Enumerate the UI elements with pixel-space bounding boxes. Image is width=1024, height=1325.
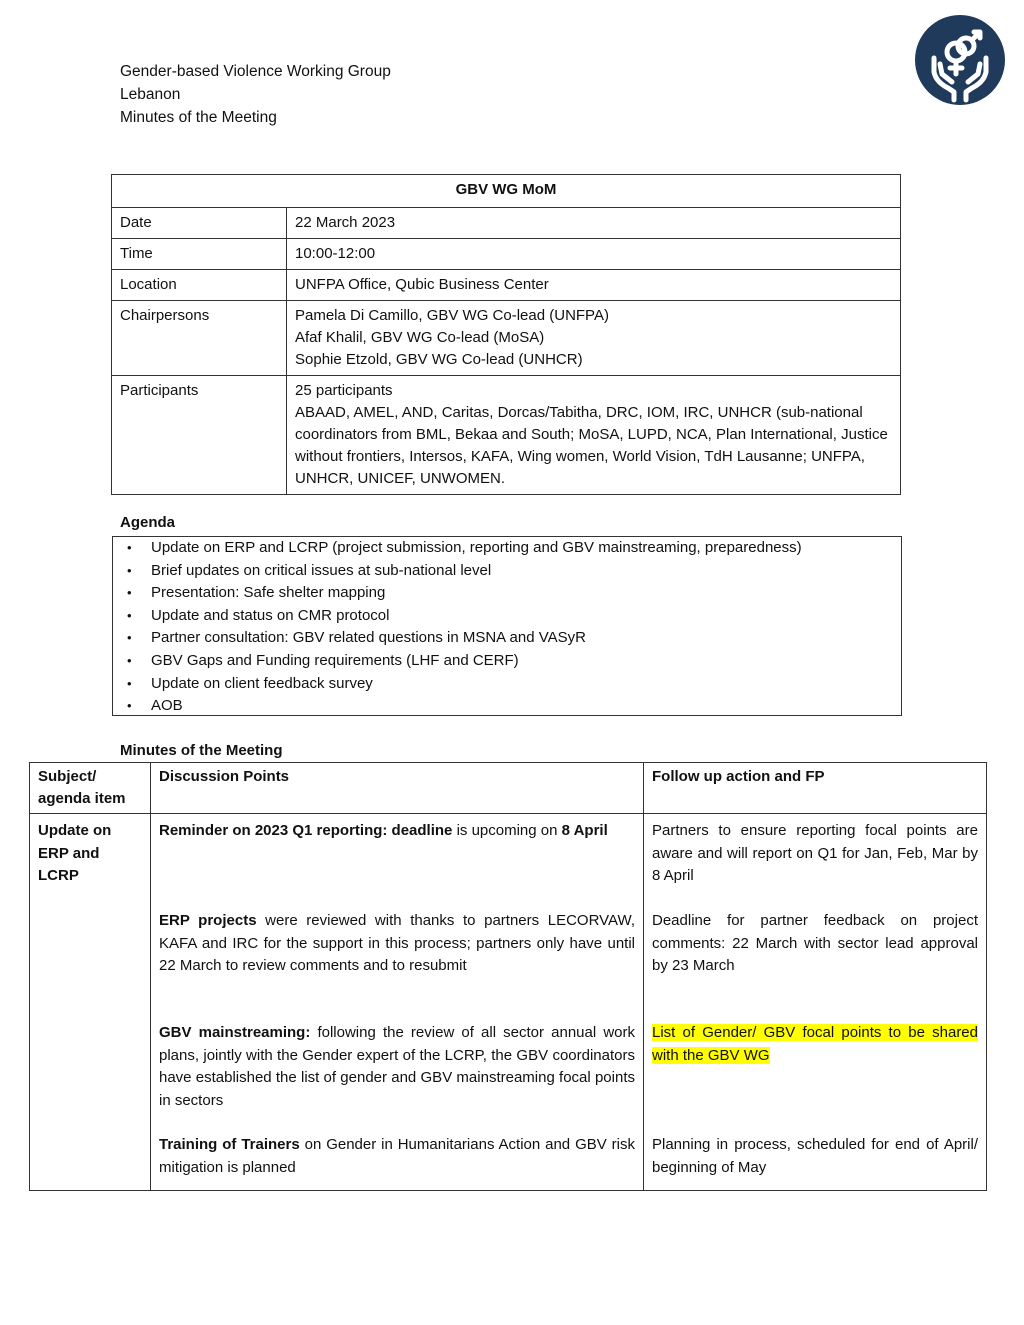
participants-count: 25 participants	[295, 382, 393, 399]
subject-column-header: Subject/ agenda item	[30, 763, 151, 814]
time-label: Time	[112, 239, 287, 270]
followup-column-header: Follow up action and FP	[644, 763, 987, 814]
date-label: Date	[112, 208, 287, 239]
chairpersons-label: Chairpersons	[112, 301, 287, 376]
doc-title: Minutes of the Meeting	[120, 109, 277, 126]
location-value: UNFPA Office, Qubic Business Center	[287, 270, 901, 301]
document-header	[120, 60, 391, 129]
participants-list: ABAAD, AMEL, AND, Caritas, Dorcas/Tabitha, DRC, IOM, IRC, UNHCR (sub-national coordinators from BML, Bekaa and South; MoSA, LUPD, NCA, Plan International, Justice without frontiers, Intersos, KAFA, Wing women, World Vision, TdH Lausanne; UNFPA, UNHCR, UNICEF, UNWOMEN.	[295, 404, 888, 487]
agenda-item: • Partner consultation: GBV related questions in MSNA and VASyR	[151, 627, 901, 650]
location-label: Location	[112, 270, 287, 301]
agenda-item: • Update on client feedback survey	[151, 673, 901, 696]
agenda-item: • Presentation: Safe shelter mapping	[151, 582, 901, 605]
agenda-item: • AOB	[151, 695, 901, 718]
discussion-point: ERP projects were reviewed with thanks to partners LECORVAW, KAFA and IRC for the support in this process; partners only have until 22 March to review comments and to resubmit	[159, 912, 636, 974]
minutes-table	[29, 762, 987, 1191]
agenda-item: • GBV Gaps and Funding requirements (LHF and CERF)	[151, 650, 901, 673]
date-value: 22 March 2023	[287, 208, 901, 239]
agenda-item: • Update and status on CMR protocol	[151, 605, 901, 628]
followup-action	[652, 1022, 978, 1134]
participants-value	[287, 376, 901, 495]
subject-cell: Update on ERP and LCRP	[30, 814, 151, 1191]
discussion-column-header: Discussion Points	[151, 763, 644, 814]
agenda-list	[113, 537, 901, 718]
meeting-info-table	[111, 174, 901, 495]
info-table-title: GBV WG MoM	[112, 175, 901, 208]
country: Lebanon	[120, 86, 181, 103]
discussion-point: Reminder on 2023 Q1 reporting: deadline is upcoming on 8 April	[159, 822, 608, 839]
org-name: Gender-based Violence Working Group	[120, 63, 391, 80]
agenda-title: Agenda	[120, 514, 176, 531]
minutes-title: Minutes of the Meeting	[120, 742, 283, 759]
chairperson: Pamela Di Camillo, GBV WG Co-lead (UNFPA)	[295, 307, 609, 324]
agenda-item: • Brief updates on critical issues at sub-national level	[151, 560, 901, 583]
agenda-item: • Update on ERP and LCRP (project submission, reporting and GBV mainstreaming, preparedness)	[151, 537, 901, 560]
chairperson: Afaf Khalil, GBV WG Co-lead (MoSA)	[295, 329, 545, 346]
followup-action: Partners to ensure reporting focal points are aware and will report on Q1 for Jan, Feb, Mar by 8 April	[652, 822, 978, 884]
gender-symbols-in-hands-icon	[914, 14, 1006, 106]
chairperson: Sophie Etzold, GBV WG Co-lead (UNHCR)	[295, 351, 583, 368]
time-value: 10:00-12:00	[287, 239, 901, 270]
followup-cell	[644, 814, 987, 1191]
table-row	[30, 814, 987, 1191]
followup-action: Deadline for partner feedback on project comments: 22 March with sector lead approval by 23 March	[652, 912, 978, 974]
discussion-point: Training of Trainers on Gender in Humanitarians Action and GBV risk mitigation is planned	[159, 1136, 635, 1176]
discussion-cell	[151, 814, 644, 1191]
chairpersons-value	[287, 301, 901, 376]
followup-action: Planning in process, scheduled for end of April/ beginning of May	[652, 1136, 978, 1176]
highlighted-followup: List of Gender/ GBV focal points to be shared with the GBV WG	[652, 1024, 978, 1064]
discussion-point: GBV mainstreaming: following the review of all sector annual work plans, jointly with the Gender expert of the LCRP, the GBV coordinators have established the list of gender and GBV mainstreaming focal points in sectors	[159, 1024, 635, 1109]
agenda-box	[112, 536, 902, 716]
participants-label: Participants	[112, 376, 287, 495]
